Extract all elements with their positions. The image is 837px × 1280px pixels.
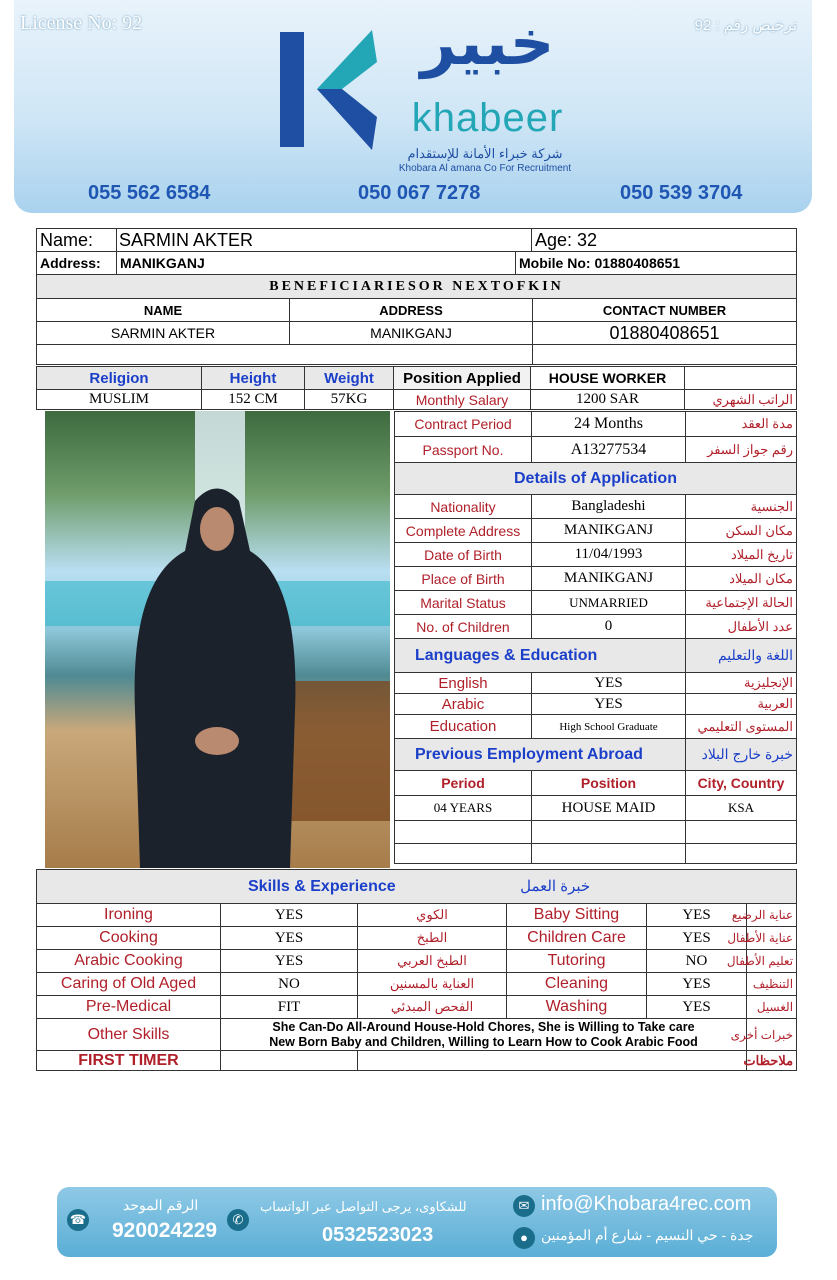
arabic-value: YES bbox=[532, 694, 686, 715]
mobile-label: Mobile No: bbox=[519, 255, 591, 271]
children-label: No. of Children bbox=[395, 615, 532, 639]
pob-label: Place of Birth bbox=[395, 567, 532, 591]
employment-empty-cell bbox=[686, 844, 797, 864]
english-label-ar: الإنجليزية bbox=[686, 673, 797, 694]
employment-empty-cell bbox=[395, 844, 532, 864]
skill-arabic-cooking-ar: الطبخ العربي bbox=[358, 950, 507, 973]
complete-address-label-ar: مكان السكن bbox=[686, 519, 797, 543]
unified-number: 920024229 bbox=[112, 1219, 218, 1242]
kin-empty-cell bbox=[533, 345, 797, 365]
skill-pre-medical-ar: الفحص المبدئي bbox=[358, 996, 507, 1019]
languages-title: Languages & Education bbox=[395, 639, 686, 673]
skill-cooking-value: YES bbox=[221, 927, 358, 950]
complete-address-label: Complete Address bbox=[395, 519, 532, 543]
age: Age: 32 bbox=[532, 229, 797, 252]
salary-value: 1200 SAR bbox=[531, 390, 685, 410]
position-empty-cell bbox=[685, 367, 797, 390]
skill-cooking-label: Cooking bbox=[37, 927, 221, 950]
footer-banner bbox=[57, 1187, 777, 1257]
khabeer-logo-icon bbox=[272, 22, 382, 157]
complete-address-value: MANIKGANJ bbox=[532, 519, 686, 543]
notes-empty-cell bbox=[358, 1051, 747, 1071]
mobile-cell bbox=[516, 252, 797, 275]
salary-label: Monthly Salary bbox=[394, 390, 531, 410]
english-label: English bbox=[395, 673, 532, 694]
skill-tutoring-label: Tutoring bbox=[507, 950, 647, 973]
skill-washing-ar: الغسيل bbox=[747, 996, 797, 1019]
contract-period-label: Contract Period bbox=[395, 412, 532, 437]
address-value: MANIKGANJ bbox=[117, 252, 516, 275]
employment-position: HOUSE MAID bbox=[532, 796, 686, 821]
details-title: Details of Application bbox=[395, 463, 797, 495]
logo-english: khabeer bbox=[411, 96, 564, 140]
employment-city: KSA bbox=[686, 796, 797, 821]
skill-old-aged-value: NO bbox=[221, 973, 358, 996]
skills-table bbox=[36, 869, 797, 1071]
skill-old-aged-label: Caring of Old Aged bbox=[37, 973, 221, 996]
nationality-value: Bangladeshi bbox=[532, 495, 686, 519]
first-timer-label: FIRST TIMER bbox=[37, 1051, 221, 1071]
mobile-value: 01880408651 bbox=[594, 255, 681, 271]
kin-header-address: ADDRESS bbox=[290, 299, 533, 322]
marital-status-label-ar: الحالة الإجتماعية bbox=[686, 591, 797, 615]
employment-empty-cell bbox=[532, 844, 686, 864]
skill-pre-medical-label: Pre-Medical bbox=[37, 996, 221, 1019]
kin-header-contact: CONTACT NUMBER bbox=[533, 299, 797, 322]
weight-value: 57KG bbox=[305, 390, 394, 410]
kin-empty-cell bbox=[37, 345, 533, 365]
skill-tutoring-value: NO bbox=[647, 950, 747, 973]
phone-icon: ☎ bbox=[67, 1209, 89, 1231]
position-applied-header: Position Applied bbox=[394, 367, 531, 390]
skill-children-care-value: YES bbox=[647, 927, 747, 950]
kin-title: BENEFICIARIESOR NEXTOFKIN bbox=[37, 275, 797, 299]
skills-title: Skills & Experience bbox=[248, 878, 396, 895]
skill-baby-sitting-value: YES bbox=[647, 904, 747, 927]
employment-title: Previous Employment Abroad bbox=[395, 739, 686, 771]
whatsapp-number: 0532523023 bbox=[322, 1224, 434, 1246]
employment-title-ar: خبرة خارج البلاد bbox=[686, 739, 797, 771]
phone-3: 050 539 3704 bbox=[620, 182, 743, 204]
arabic-label-ar: العربية bbox=[686, 694, 797, 715]
skill-tutoring-ar: تعليم الأطفال bbox=[747, 950, 797, 973]
contract-period-value: 24 Months bbox=[532, 412, 686, 437]
employment-empty-cell bbox=[686, 821, 797, 844]
dob-label-ar: تاريخ الميلاد bbox=[686, 543, 797, 567]
whatsapp-text: للشكاوى، يرجى التواصل عبر الواتساب bbox=[260, 1199, 467, 1214]
pob-value: MANIKGANJ bbox=[532, 567, 686, 591]
education-value: High School Graduate bbox=[532, 715, 686, 739]
weight-header: Weight bbox=[305, 367, 394, 390]
logo-subtitle-en: Khobara Al amana Co For Recruitment bbox=[398, 163, 572, 174]
height-value: 152 CM bbox=[202, 390, 305, 410]
passport-label-ar: رقم جواز السفر bbox=[686, 437, 797, 463]
kin-table bbox=[36, 274, 797, 365]
skills-title-ar: خبرة العمل bbox=[520, 878, 591, 895]
skill-cooking-ar: الطبخ bbox=[358, 927, 507, 950]
other-skills-text bbox=[221, 1019, 747, 1051]
phone-1: 055 562 6584 bbox=[88, 182, 211, 204]
education-label-ar: المستوى التعليمي bbox=[686, 715, 797, 739]
personal-table bbox=[36, 228, 797, 252]
kin-contact: 01880408651 bbox=[533, 322, 797, 345]
employment-header-city: City, Country bbox=[686, 771, 797, 796]
skill-ironing-ar: الكوي bbox=[358, 904, 507, 927]
skill-children-care-label: Children Care bbox=[507, 927, 647, 950]
basic-table bbox=[36, 366, 797, 410]
applicant-name: SARMIN AKTER bbox=[117, 229, 532, 252]
employment-header-position: Position bbox=[532, 771, 686, 796]
skill-children-care-ar: عناية الأطفال bbox=[747, 927, 797, 950]
employment-period: 04 YEARS bbox=[395, 796, 532, 821]
kin-name: SARMIN AKTER bbox=[37, 322, 290, 345]
skill-baby-sitting-ar: عناية الرضيع bbox=[747, 904, 797, 927]
employment-header-period: Period bbox=[395, 771, 532, 796]
kin-header-name: NAME bbox=[37, 299, 290, 322]
salary-label-ar: الراتب الشهري bbox=[685, 390, 797, 410]
details-table bbox=[394, 411, 797, 864]
dob-label: Date of Birth bbox=[395, 543, 532, 567]
whatsapp-icon: ✆ bbox=[227, 1209, 249, 1231]
skill-cleaning-value: YES bbox=[647, 973, 747, 996]
marital-status-label: Marital Status bbox=[395, 591, 532, 615]
education-label: Education bbox=[395, 715, 532, 739]
other-skills-ar: خبرات أخرى bbox=[747, 1019, 797, 1051]
skill-old-aged-ar: العناية بالمسنين bbox=[358, 973, 507, 996]
name-label: Name: bbox=[37, 229, 117, 252]
applicant-portrait-icon bbox=[45, 411, 390, 868]
pob-label-ar: مكان الميلاد bbox=[686, 567, 797, 591]
nationality-label: Nationality bbox=[395, 495, 532, 519]
notes-empty-cell bbox=[221, 1051, 358, 1071]
skill-washing-label: Washing bbox=[507, 996, 647, 1019]
skill-ironing-value: YES bbox=[221, 904, 358, 927]
skill-ironing-label: Ironing bbox=[37, 904, 221, 927]
arabic-label: Arabic bbox=[395, 694, 532, 715]
employment-empty-cell bbox=[532, 821, 686, 844]
license-number-ar: ترخيص رقم : 92 bbox=[694, 17, 797, 34]
applicant-photo bbox=[45, 411, 390, 868]
email-icon: ✉ bbox=[513, 1195, 535, 1217]
position-applied-value: HOUSE WORKER bbox=[531, 367, 685, 390]
logo-subtitle-ar: شركة خبراء الأمانة للإستقدام bbox=[407, 146, 563, 161]
email-address: info@Khobara4rec.com bbox=[541, 1193, 752, 1215]
children-value: 0 bbox=[532, 615, 686, 639]
height-header: Height bbox=[202, 367, 305, 390]
employment-empty-cell bbox=[395, 821, 532, 844]
other-skills-line-1: She Can-Do All-Around House-Hold Chores, She is Willing to Take care bbox=[272, 1019, 695, 1034]
other-skills-label: Other Skills bbox=[37, 1019, 221, 1051]
dob-value: 11/04/1993 bbox=[532, 543, 686, 567]
skill-arabic-cooking-label: Arabic Cooking bbox=[37, 950, 221, 973]
passport-label: Passport No. bbox=[395, 437, 532, 463]
religion-header: Religion bbox=[37, 367, 202, 390]
languages-title-ar: اللغة والتعليم bbox=[686, 639, 797, 673]
skills-title-cell bbox=[37, 870, 797, 904]
skill-pre-medical-value: FIT bbox=[221, 996, 358, 1019]
notes-label-ar: ملاحظات bbox=[747, 1051, 797, 1071]
license-number-en: License No: 92 bbox=[20, 12, 143, 34]
location-text: جدة - حي النسيم - شارع أم المؤمنين bbox=[541, 1227, 754, 1243]
religion-value: MUSLIM bbox=[37, 390, 202, 410]
kin-address: MANIKGANJ bbox=[290, 322, 533, 345]
children-label-ar: عدد الأطفال bbox=[686, 615, 797, 639]
phone-2: 050 067 7278 bbox=[358, 182, 481, 204]
passport-value: A13277534 bbox=[532, 437, 686, 463]
skill-cleaning-label: Cleaning bbox=[507, 973, 647, 996]
unified-number-label: الرقم الموحد bbox=[123, 1197, 199, 1213]
location-pin-icon: ● bbox=[513, 1227, 535, 1249]
skill-arabic-cooking-value: YES bbox=[221, 950, 358, 973]
address-label: Address: bbox=[37, 252, 117, 275]
marital-status-value: UNMARRIED bbox=[532, 591, 686, 615]
address-table bbox=[36, 251, 797, 275]
logo-arabic: خبير bbox=[420, 6, 555, 79]
contract-period-label-ar: مدة العقد bbox=[686, 412, 797, 437]
skill-cleaning-ar: التنظيف bbox=[747, 973, 797, 996]
english-value: YES bbox=[532, 673, 686, 694]
skill-baby-sitting-label: Baby Sitting bbox=[507, 904, 647, 927]
skill-washing-value: YES bbox=[647, 996, 747, 1019]
other-skills-line-2: New Born Baby and Children, Willing to Learn How to Cook Arabic Food bbox=[269, 1034, 698, 1049]
nationality-label-ar: الجنسية bbox=[686, 495, 797, 519]
